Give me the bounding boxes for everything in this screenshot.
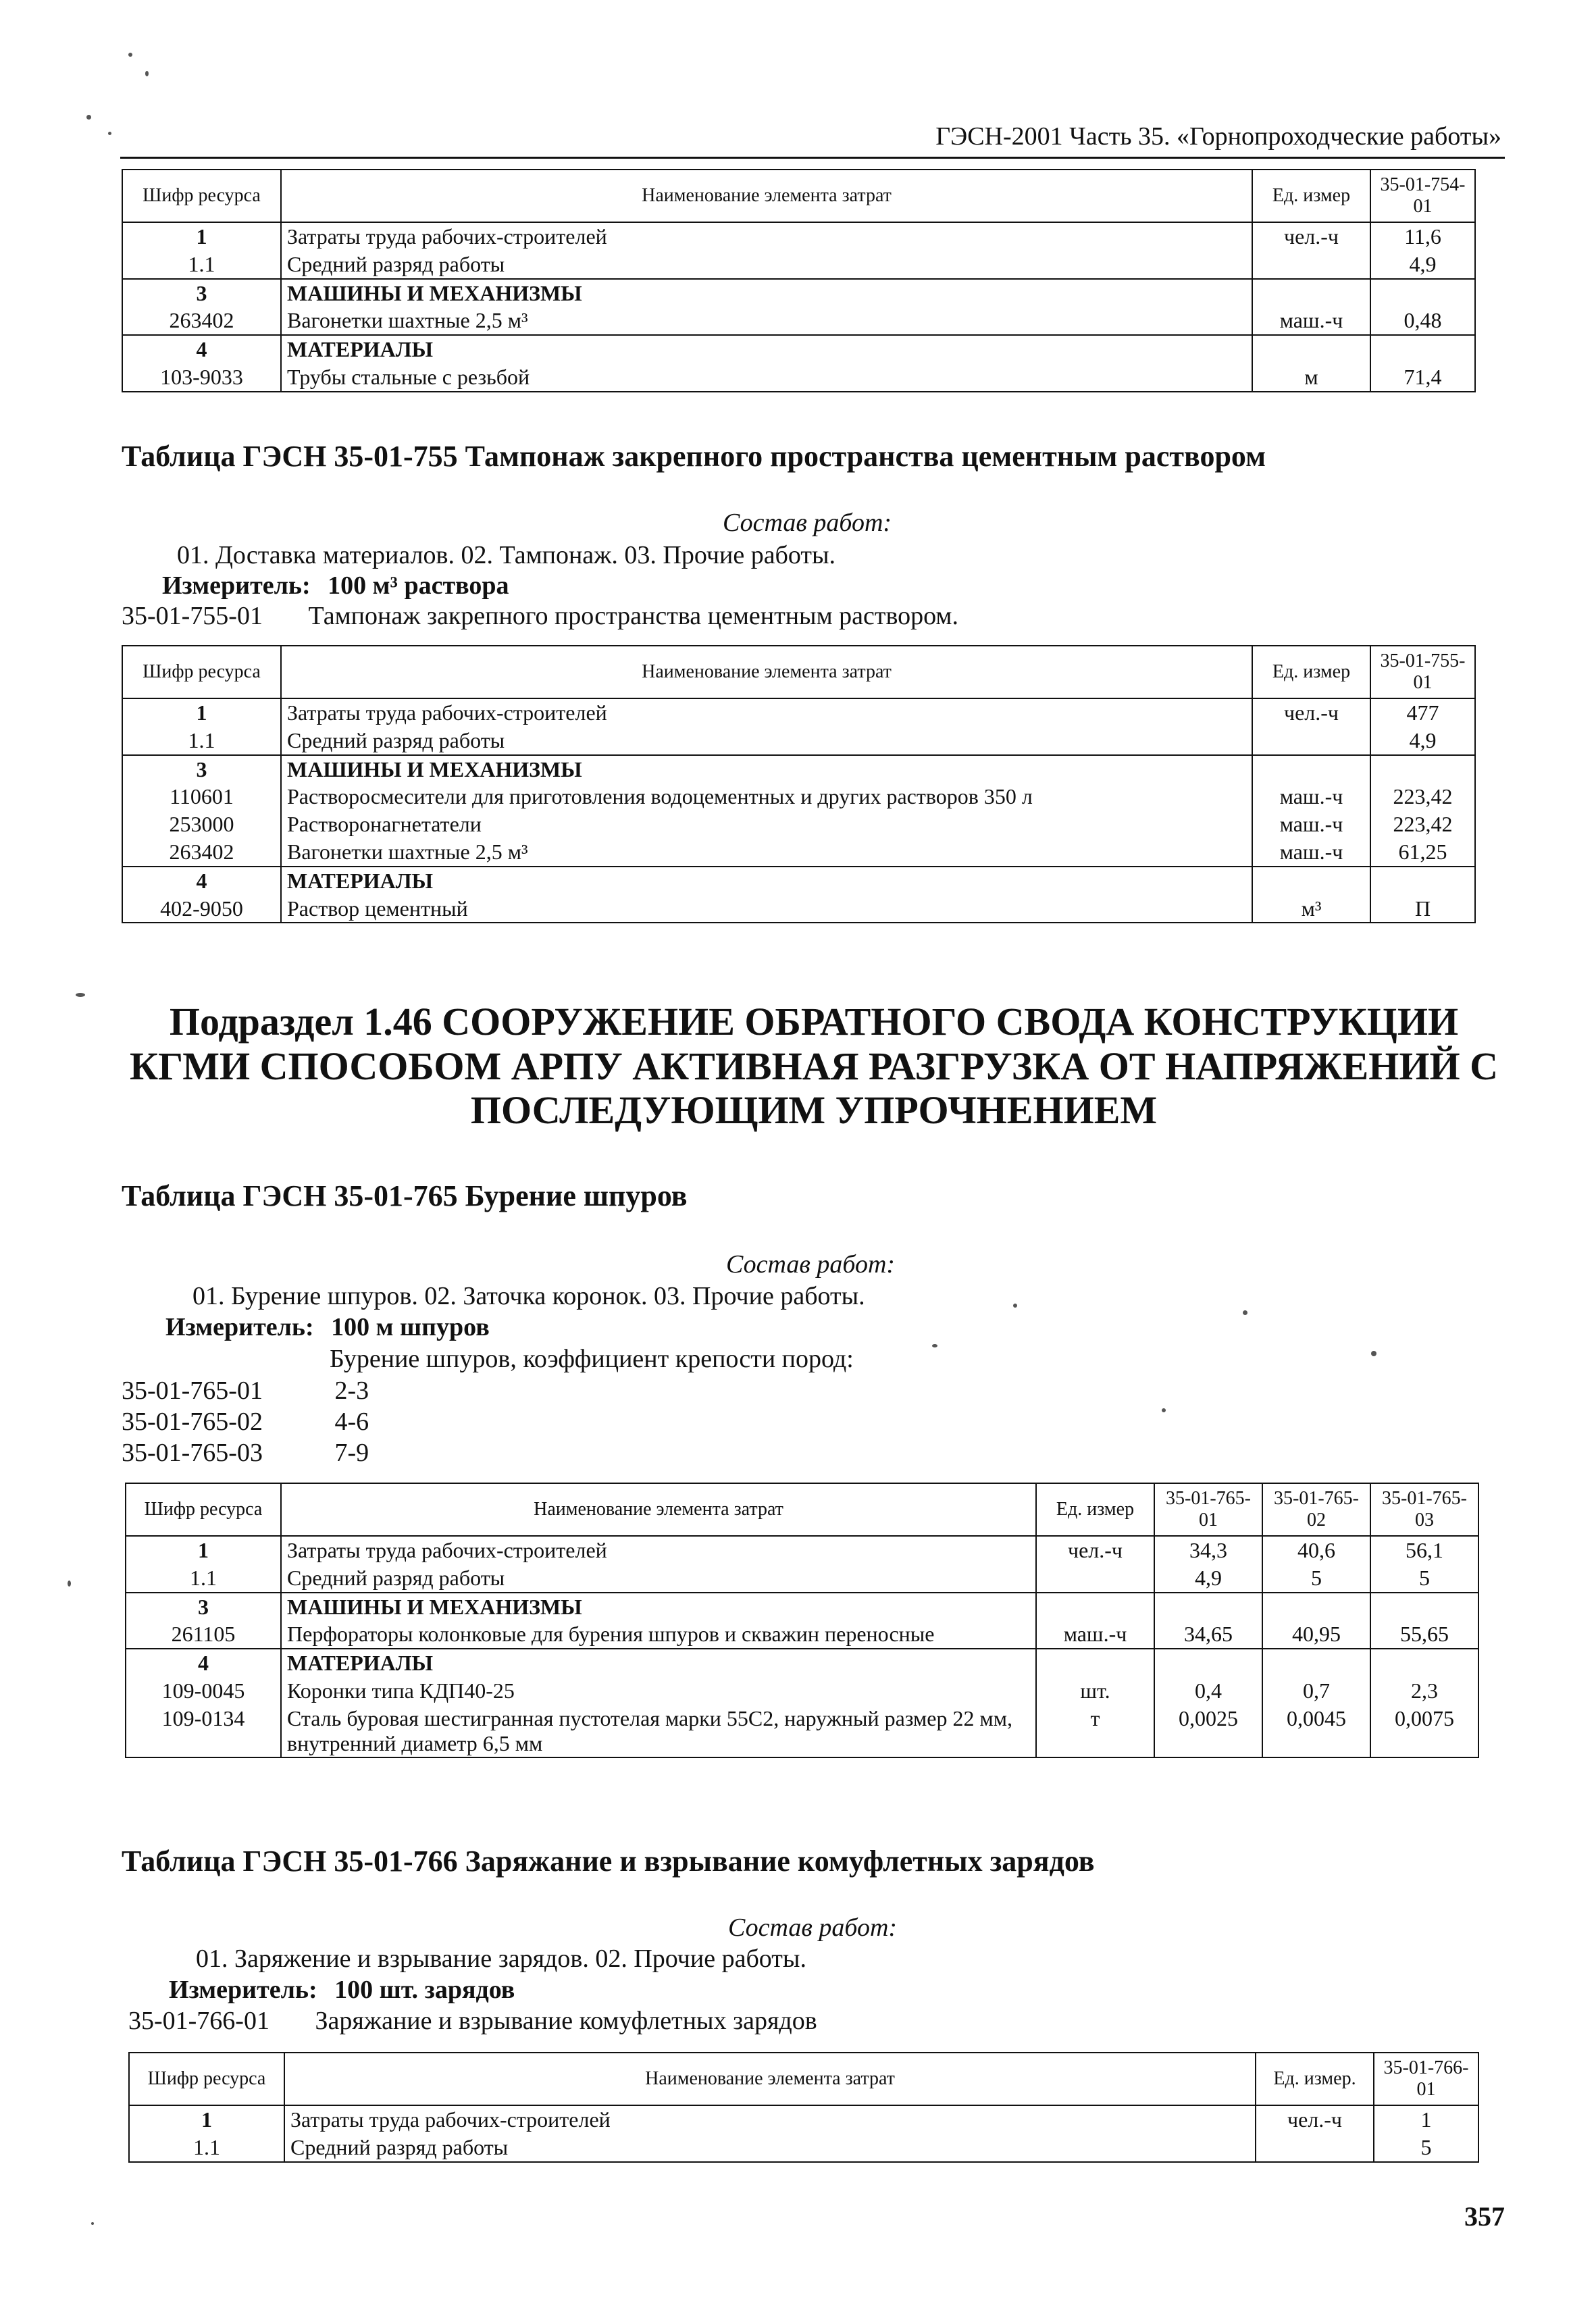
table-766 <box>128 2052 1479 2163</box>
subsection-line-1: Подраздел 1.46 СООРУЖЕНИЕ ОБРАТНОГО СВОДА КОНСТРУКЦИИ <box>169 1000 1459 1044</box>
table-row: 1 Затраты труда рабочих-строителей чел.-ч 34,3 40,6 56,1 <box>126 1536 1478 1564</box>
table-row: 261105 Перфораторы колонковые для бурения шпуров и скважин переносные маш.-ч 34,65 40,95 55,65 <box>126 1620 1478 1649</box>
table-row: 263402 Вагонетки шахтные 2,5 м³ маш.-ч 61,25 <box>122 838 1475 867</box>
table-row: 103-9033 Трубы стальные с резьбой м 71,4 <box>122 363 1475 392</box>
composition-755: 01. Доставка материалов. 02. Тампонаж. 03. Прочие работы. <box>177 541 836 569</box>
table-row: 1 Затраты труда рабочих-строителей чел.-ч 11,6 <box>122 222 1475 251</box>
norm-name-765-03: 7-9 <box>334 1439 369 1467</box>
norm-name-765-01: 2-3 <box>334 1377 369 1405</box>
table-row: 263402 Вагонетки шахтные 2,5 м³ маш.-ч 0,48 <box>122 307 1475 335</box>
col-header-code: Шифр ресурса <box>129 2053 284 2105</box>
table-row: 1.1 Средний разряд работы 4,9 <box>122 727 1475 755</box>
table-title-755: Таблица ГЭСН 35-01-755 Тампонаж закрепного пространства цементным раствором <box>122 440 1266 473</box>
col-header-unit: Ед. измер. <box>1256 2053 1374 2105</box>
norm-group-765: Бурение шпуров, коэффициент крепости пород: <box>330 1345 854 1373</box>
table-row: 110601 Растворосмесители для приготовления водоцементных и других растворов 350 л маш.-ч 223,42 <box>122 783 1475 811</box>
composition-label-755: Состав работ: <box>723 509 892 537</box>
norm-name-766: Заряжание и взрывание комуфлетных зарядов <box>315 2007 817 2035</box>
subsection-heading <box>122 1000 1506 1133</box>
table-754 <box>122 169 1476 392</box>
table-title-765: Таблица ГЭСН 35-01-765 Бурение шпуров <box>122 1179 688 1212</box>
meter-label-766: Измеритель: <box>169 1976 317 2004</box>
running-header: ГЭСН-2001 Часть 35. «Горнопроходческие работы» <box>935 122 1501 151</box>
scan-speck <box>86 115 91 120</box>
page-number: 357 <box>1464 2201 1505 2232</box>
table-row: 4 МАТЕРИАЛЫ <box>122 867 1475 895</box>
norm-code-765-01: 35-01-765-01 <box>122 1377 263 1405</box>
norm-code-765-03: 35-01-765-03 <box>122 1439 263 1467</box>
table-row: 4 МАТЕРИАЛЫ <box>126 1649 1478 1677</box>
table-row: 1.1 Средний разряд работы 4,9 <box>122 251 1475 279</box>
col-header-unit: Ед. измер <box>1036 1483 1154 1536</box>
subsection-line-3: ПОСЛЕДУЮЩИМ УПРОЧНЕНИЕМ <box>470 1088 1158 1133</box>
col-header-norm-3: 35-01-765-03 <box>1370 1483 1478 1536</box>
norm-name-755: Тампонаж закрепного пространства цементным раствором. <box>308 602 958 630</box>
scan-speck <box>145 71 149 76</box>
col-header-norm: 35-01-754-01 <box>1370 170 1475 222</box>
scan-speck <box>91 2222 94 2225</box>
scan-speck <box>76 993 85 997</box>
norm-code-765-02: 35-01-765-02 <box>122 1408 263 1436</box>
scan-speck <box>932 1344 937 1347</box>
col-header-name: Наименование элемента затрат <box>281 646 1252 698</box>
meter-value-765: 100 м шпуров <box>331 1313 490 1341</box>
header-rule <box>120 157 1505 159</box>
table-row: 1.1 Средний разряд работы 5 <box>129 2134 1478 2162</box>
table-row: 1 Затраты труда рабочих-строителей чел.-ч 1 <box>129 2105 1478 2134</box>
col-header-name: Наименование элемента затрат <box>281 1483 1036 1536</box>
subsection-line-2: КГМИ СПОСОБОМ АРПУ АКТИВНАЯ РАЗГРУЗКА ОТ НАПРЯЖЕНИЙ С <box>130 1044 1498 1088</box>
col-header-code: Шифр ресурса <box>122 646 281 698</box>
table-755 <box>122 645 1476 923</box>
meter-label-765: Измеритель: <box>165 1313 314 1341</box>
col-header-name: Наименование элемента затрат <box>284 2053 1256 2105</box>
table-row: 4 МАТЕРИАЛЫ <box>122 335 1475 363</box>
table-row: 3 МАШИНЫ И МЕХАНИЗМЫ <box>126 1593 1478 1621</box>
col-header-name: Наименование элемента затрат <box>281 170 1252 222</box>
col-header-norm-1: 35-01-765-01 <box>1154 1483 1262 1536</box>
meter-label-755: Измеритель: <box>162 571 311 600</box>
table-765 <box>125 1483 1479 1758</box>
scan-speck <box>1013 1304 1017 1308</box>
table-row: 3 МАШИНЫ И МЕХАНИЗМЫ <box>122 279 1475 307</box>
table-row: 253000 Растворонагнетатели маш.-ч 223,42 <box>122 811 1475 838</box>
scan-speck <box>1243 1310 1247 1315</box>
scan-speck <box>1162 1408 1166 1412</box>
composition-765: 01. Бурение шпуров. 02. Заточка коронок. 03. Прочие работы. <box>192 1282 865 1310</box>
scan-speck <box>108 132 111 135</box>
composition-label-766: Состав работ: <box>728 1913 898 1942</box>
table-row: 109-0134 Сталь буровая шестигранная пустотелая марки 55С2, наружный размер 22 мм, внутренний диаметр 6,5 мм т 0,0025 0,0045 0,0075 <box>126 1705 1478 1758</box>
composition-label-765: Состав работ: <box>726 1250 896 1279</box>
scan-speck <box>1371 1351 1376 1356</box>
scan-speck <box>68 1580 71 1587</box>
table-row: 3 МАШИНЫ И МЕХАНИЗМЫ <box>122 755 1475 783</box>
table-title-766: Таблица ГЭСН 35-01-766 Заряжание и взрывание комуфлетных зарядов <box>122 1845 1095 1878</box>
meter-value-755: 100 м³ раствора <box>328 571 509 600</box>
col-header-norm: 35-01-766-01 <box>1374 2053 1478 2105</box>
meter-value-766: 100 шт. зарядов <box>334 1976 515 2004</box>
scan-speck <box>128 53 132 57</box>
col-header-code: Шифр ресурса <box>122 170 281 222</box>
table-row: 1.1 Средний разряд работы 4,9 5 5 <box>126 1564 1478 1593</box>
table-row: 1 Затраты труда рабочих-строителей чел.-ч 477 <box>122 698 1475 727</box>
col-header-code: Шифр ресурса <box>126 1483 281 1536</box>
composition-766: 01. Заряжение и взрывание зарядов. 02. Прочие работы. <box>196 1945 806 1973</box>
table-row: 402-9050 Раствор цементный м³ П <box>122 895 1475 923</box>
norm-name-765-02: 4-6 <box>334 1408 369 1436</box>
col-header-unit: Ед. измер <box>1252 170 1370 222</box>
col-header-norm: 35-01-755-01 <box>1370 646 1475 698</box>
table-row: 109-0045 Коронки типа КДП40-25 шт. 0,4 0,7 2,3 <box>126 1677 1478 1705</box>
norm-code-755: 35-01-755-01 <box>122 602 263 630</box>
norm-code-766: 35-01-766-01 <box>128 2007 269 2035</box>
col-header-norm-2: 35-01-765-02 <box>1262 1483 1370 1536</box>
col-header-unit: Ед. измер <box>1252 646 1370 698</box>
